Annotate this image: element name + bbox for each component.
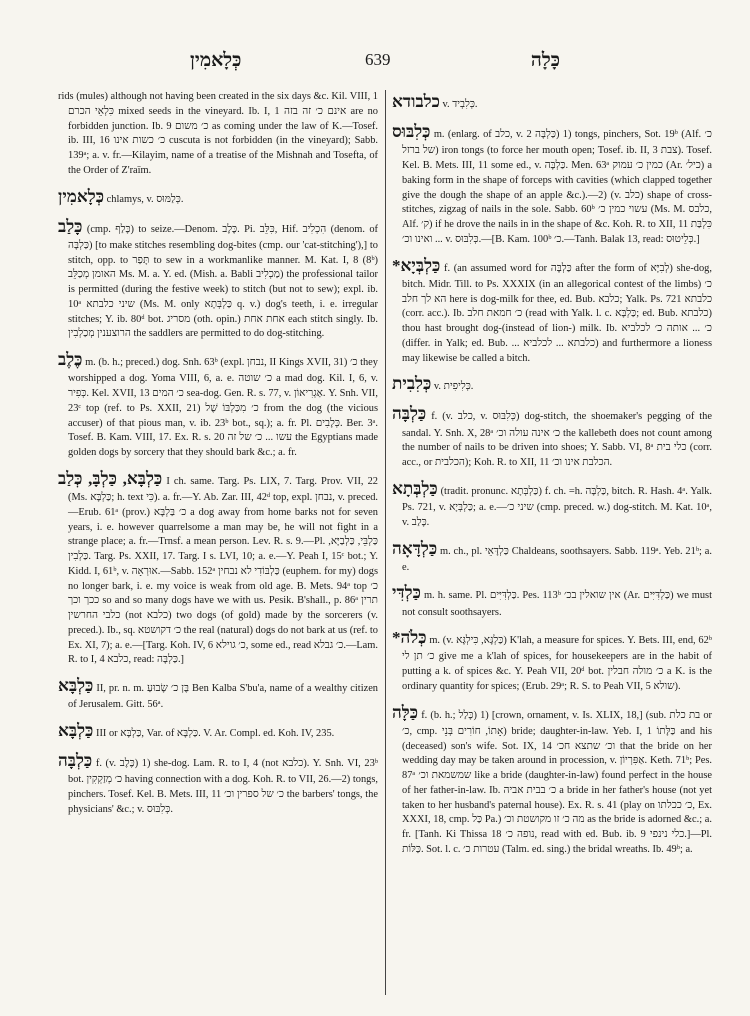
dictionary-entry bbox=[58, 467, 378, 668]
entry-text: v. כְּלִיפִית. bbox=[433, 381, 474, 393]
running-head bbox=[60, 50, 700, 80]
dictionary-entry bbox=[392, 626, 712, 694]
entry-text: m. (enlarg. of כלב, v. כַּלְבָּה 2) 1) tongs, pinchers, Sot. 19ᵇ (Alf. כ׳ של ברזל) iron tongs (to force her mouth open; Tosef. ib. II, 3 צבת). Tosef. Kel. B. Mets. III, 11 some ed., v. כַּלְבָּה. Men. 63ᵃ כמין כ׳ עמוק (Ar. כיל׳) a baking form in the shape of forceps with cavities (which clapped together give the dough the shape of an apple &c.).—2) (v. כלב) shape of cross-stitches, zigzag of nails in the sole. Sabb. 60ᵇ עשוי כמין כ׳ (Ms. M. כלבס, Alf. ק׳) if he drove the nails in in the shape of &c. Koh. R. to XII, 11 כִּלְבַּת ... ואינו וכ׳ v. כְּלִבּוּס.—[B. Kam. 100ᵇ כ׳.—Tanh. Balak 13, read: כְּלֵיטוּס.] bbox=[402, 129, 712, 245]
dictionary-entry bbox=[58, 348, 378, 461]
entry-headword: כלבודא bbox=[392, 92, 440, 111]
running-headword-left: כְּלָאמִין bbox=[190, 50, 242, 71]
entry-text: m. (v. כַּלְגָּא, כִּילְגָּא) K'lah, a measure for spices. Y. Bets. III, end, 62ᵇ כ׳ תן לי give me a k'lah of spices, for housekeepers are in the habit of putting a k. of spices &c. Y. Peah VII, 20ᵈ bot. כ׳ מולה חבלין a K. is the ordinary quantity for spices; (Erub. 29ᵃ; R. S. to Peah VII, 5 שולא). bbox=[402, 635, 712, 692]
dictionary-entry bbox=[392, 372, 712, 396]
entry-text: m. (b. h.; preced.) dog. Snh. 63ᵇ (expl. נבחן, II Kings XVII, 31) כ׳ they worshipped a dog. Yoma VIII, 6, a. e. כ׳ שוטה a mad dog. Kil. I, 6, v. כְּפִיר. Kel. XVII, 13 כ׳ המים sea-dog. Gen. R. s. 77, v. אַגְרִיאוֹן. Y. Snh. VII, 23ᶜ top (ref. to Ps. XXII, 21) כ׳ מִכַּלְבּוֹ שֶׁל from the dog (the vicious accuser) of that pious man, v. ib. 23ᵇ bot., sq.); a. fr. Pl. כְּלָבִים. Ber. 3ᵃ. Tosef. B. Kam. VIII, 17. Ex. R. s. 20 עשו ... כ׳ של זה the Egyptians made golden dogs by sorcery that they should bark &c.; a. fr. bbox=[68, 357, 378, 459]
entry-text: rids (mules) although not having been created in the six days &c. Kil. VIII, 1 כִּלְאֵי הכרם mixed seeds in the vineyard. Ib. I, 1 אינם כ׳ זה בזה are no forbidden junction. Ib. 9 כ׳ משום as coming under the law of K.—Tosef. ib. III, 16 כ׳ כשות אינו cuscuta is not forbidden (in the vineyard); Sabb. 139ᵃ; a. v. fr.—Kilayim, name of a treatise of the Mishnah and Tosefta, of the Order of Z'raïm. bbox=[58, 91, 378, 176]
entry-text: I ch. same. Targ. Ps. LIX, 7. Targ. Prov. VII, 22 (Ms. כַּלְבָּא; h. text כִּי). a. fr.—Y. Ab. Zar. III, 42ᵈ top, expl. נבחן, v. preced.—Erub. 61ᵃ (prov.) כ׳ בַּלְבָּא a dog away from home barks not for seven years, i. e. however quarrelsome a man may be, he will not fight in a strange place; a. fr.—Trnsf. a mean person. Lev. R. s. 9.—Pl. כַּלְבֵּי, כַּלְבַיָּא, כַּלְבִין. Targ. Ps. XXII, 17. Targ. I s. LVI, 10; a. e.—Y. Peah I, 15ᶜ bot.; Y. Kidd. I, 61ᵇ, v. אוּרְאָה.—Sabb. 152ᵃ כַּלְבּוֹדִי לא נבחין (euphem. for my) dogs no longer bark, i. e. my voice is weak from old age. B. Mets. 94ᵃ top כ׳ ככך וכך so and so many dogs have we with us. Pesik. B'shall., p. 86ᵃ תרין כלבי החרשין (not כלבא) two dogs (of gold) made by the sorcerers (v. preced.). Ib., sq. כ׳ דקושטא the real (natural) dogs do not bark at us (ref. to Ex. XI, 7); a. e.—[Targ. Koh. IV, 6 כ׳ גוילא, some ed., read כ׳ גבלא.—Lam. R. to I, 4 כלבא, read: כַּלְבָּה.] bbox=[68, 475, 378, 666]
dictionary-entry bbox=[392, 120, 712, 247]
entry-text: m. ch., pl. כַּלְדָּאֵי Chaldeans, soothsayers. Sabb. 119ᵃ. Yeb. 21ᵇ; a. e. bbox=[402, 545, 712, 573]
dictionary-entry bbox=[392, 477, 712, 531]
entry-headword: *כְּלֹה bbox=[392, 628, 427, 648]
entry-headword: כַּלְבָּא bbox=[58, 721, 94, 741]
entry-text: f. (v. כֶּלֶב) 1) she-dog. Lam. R. to I, 4 (not כלבא). Y. Snh. VI, 23ᵇ bot. כ׳ מְזַקְקִין having connection with a dog. Koh. R. to VII, 26.—2) tongs, pinchers. Tosef. Kel. B. Mets. III, 11 כ׳ של ספרין וכ׳ the barbers' tongs, the physicians' &c.; v. כְּלִבּוּס. bbox=[68, 758, 378, 815]
entry-headword: כַּלְבָּא bbox=[58, 676, 94, 696]
entry-text: f. (v. כלב, v. כְּלִבּוּס) dog-stitch, the shoemaker's pegging of the sandal. Y. Snh. X, 28ᵃ כ׳ אינה עולה וכ׳ the kallebeth does not count among the number of nails to be driven into shoes; Y. Sabb. VI, 8ᵃ כלי בית (corr. acc., or הכלבית); Koh. R. to XII, 11 הכלבת אינו וכ׳. bbox=[402, 411, 712, 469]
dictionary-entry bbox=[58, 719, 378, 743]
left-column bbox=[58, 90, 378, 1000]
dictionary-entry bbox=[58, 674, 378, 713]
entry-text: v. כְּלִבְיד. bbox=[442, 99, 478, 110]
dictionary-entry bbox=[392, 90, 712, 114]
dictionary-entry bbox=[392, 581, 712, 620]
column-divider bbox=[385, 90, 386, 995]
entry-headword: כַּלְדִּי bbox=[392, 583, 421, 603]
entry-text: III or כַּלְבָּא, Var. of כַּלְבָּא. V. Ar. Compl. ed. Koh. IV, 235. bbox=[95, 728, 335, 740]
entry-headword: כַּלְדָּאָה bbox=[392, 538, 438, 558]
entry-headword: כְּלָאמִין bbox=[58, 186, 105, 206]
entry-text: chlamys, v. כְּלַמּוּס. bbox=[106, 193, 184, 205]
entry-headword: כְּלִבִית bbox=[392, 374, 432, 394]
dictionary-entry bbox=[392, 254, 712, 367]
dictionary-entry bbox=[392, 701, 712, 858]
entry-headword: כַּלְבָּה bbox=[392, 404, 427, 424]
entry-text: m. h. same. Pl. כַּלְדִּיִּים. Pes. 113ᵇ אין שואלין בכ׳ (Ar. כַּלְדִּיִּים) we must not consult soothsayers. bbox=[402, 590, 712, 618]
entry-headword: כָּלַב bbox=[58, 216, 83, 236]
entry-headword: כַּלְבָּה bbox=[58, 751, 93, 771]
entry-text: f. (b. h.; כָּלַל) 1) [crown, ornament, v. Is. XLIX, 18,] (sub. בת כלת or כ׳, cmp. אָתוֹ, חוֹרִים בְּנֵי) bride; daughter-in-law. Yeb. I, 1 כַּלָּתוֹ and his (deceased) son's wife. Sot. IX, 14 וכ׳ שתצא חכ׳ that the bride on her wedding day may be taken around in procession, v. אַפִּרְיוֹן. Keth. 71ᵇ; Pes. 87ᵃ שמשמאת וכ׳ like a bride (daughter-in-law) found perfect in the house of her father-in-law. Ib. כ׳ בבית אביה a bride in her father's house (not yet taken to her husband's paternal house). Ex. R. s. 41 (play on כ׳ ככלתו, Ex. XXXI, 18, cmp. כַּל Pa.) מה כ׳ זו מקושטת וכ׳ as the bride is adorned &c.; a. fr. [Tanh. Ki Thissa 18 נופה כ׳, read with ed. Bub. ib. 9 כלי נינפי.]—Pl. כַּלּוֹת. Sot. l. c. עטרות כ׳ (Talm. ed. sing.) the bridal wreaths. Ib. 49ᵇ; a. bbox=[402, 709, 712, 855]
dictionary-entry bbox=[58, 215, 378, 342]
right-column bbox=[392, 90, 712, 1000]
entry-text: (cmp. כָּלַף) to seize.—Denom. כֶּלֶב. Pi. כִּלֵּב, Hif. הִכְלִיב (denom. of כַּלְבָּה) [to make stitches resembling dog-bites (cmp. our 'cat-stitching'),] to stitch, opp. to תָּפַר to sew in a workmanlike manner. M. Kat. I, 8 (8ᵇ) האומן מְכַלֵּב Ms. M. a. Y. ed. (Mish. a. Babli מַכְלִיב) the professional tailor is permitted (during the festive week) to stitch (but not to sew); expl. ib. 10ᵃ שיני כלבתא (Ms. M. only כַּלְבְּתָא q. v.) dog's teeth, i. e. irregular stitches; Y. ib. 80ᵈ bot. מסריג (oth. opin.) אחת אחת each stitch singly. Ib. הרוצענין מְכַלְבִין the saddlers are permitted to do dog-stitching. bbox=[68, 223, 378, 340]
page-number: 639 bbox=[365, 50, 391, 69]
entry-text: f. (an assumed word for כַּלְבָּה after the form of לְבִיָּא) she-dog, bitch. Midr. Till. to Ps. XXXIX (in an allegorical contest of the limbs) כ׳ הא לך חלב here is dog-milk for thee, ed. Bub. כלבא; Yalk. Ps. 721 כלבתא (corr. acc.). Ib. כ׳ חמאת חלב (read with Yalk. l. c. כַּלְבָּא; ed. Bub. כלבתא) thou hast brought dog-(instead of lion-) milk. Ib. כ׳ ... אותה כ׳ לכלביא (differ. in Yalk; ed. Bub. ... כלבתא ... לכלביא) and furthermore a lioness may likewise be called a bitch. bbox=[402, 262, 712, 364]
entry-headword: כַּלְבָּא, כַּלְבָּ, כְּלַב bbox=[58, 468, 163, 488]
dictionary-entry bbox=[392, 402, 712, 470]
running-headword-right: כָּלָה bbox=[530, 50, 560, 71]
entry-headword: כַּלָּה bbox=[392, 702, 419, 722]
entry-headword: כֶּלֶב bbox=[58, 350, 83, 370]
dictionary-entry bbox=[58, 749, 378, 817]
dictionary-entry bbox=[58, 90, 378, 179]
dictionary-entry bbox=[392, 537, 712, 576]
dictionary-entry bbox=[58, 185, 378, 209]
entry-headword: כַּלְבְּתָא bbox=[392, 478, 438, 498]
entry-headword: כְּלִבּוּס bbox=[392, 122, 431, 142]
entry-text: II, pr. n. m. בֶּן כ׳ שָׂבוּעַ Ben Kalba S'bu'a, name of a wealthy citizen of Jerusalem. Gitt. 56ᵃ. bbox=[68, 683, 378, 711]
entry-text: (tradit. pronunc. כַּלְבְּתָא) f. ch. =h. כַּלְבָּה, bitch. R. Hash. 4ᵃ. Yalk. Ps. 721, v. כַּלְבְּיָא; a. e.—שיני כ׳ (cmp. preced. w.) dog-stitch. M. Kat. 10ᵃ, v. כָּלַב. bbox=[402, 485, 712, 528]
entry-headword: *כַּלְבְּיָא bbox=[392, 255, 441, 275]
